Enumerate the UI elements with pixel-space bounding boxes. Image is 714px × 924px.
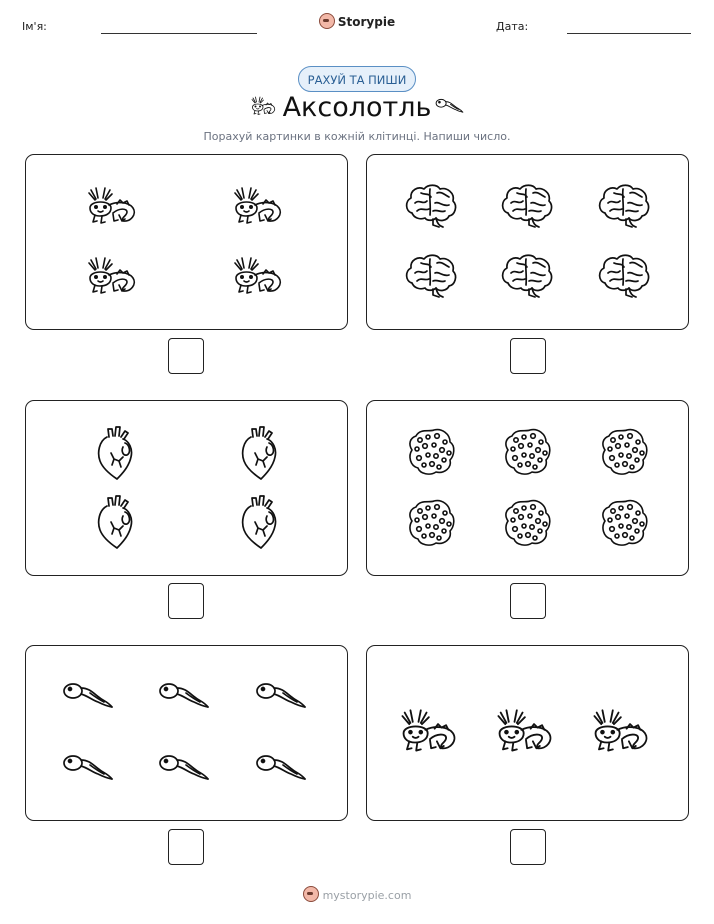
egg-cluster-icon [406,497,456,547]
tadpole-icon [255,680,309,710]
count-cell-3 [25,400,348,576]
page-title: Аксолотль [282,92,432,123]
heart-icon [95,494,135,550]
tadpole-icon [62,680,116,710]
tadpole-icon [158,752,212,782]
date-label: Дата: [496,20,529,33]
answer-box-4[interactable] [510,583,546,619]
egg-cluster-icon [502,497,552,547]
footer [0,886,714,902]
answer-box-6[interactable] [510,829,546,865]
axolotl-icon [87,186,139,226]
egg-cluster-icon [502,426,552,476]
footer-link[interactable]: mystorypie.com [322,889,412,902]
axolotl-icon [233,186,285,226]
axolotl-icon [398,708,462,754]
heart-icon [239,494,279,550]
brain-icon [499,181,555,231]
brand-logo [0,13,714,29]
brain-icon [596,181,652,231]
date-line[interactable] [567,33,691,34]
axolotl-icon [248,96,280,116]
answer-box-1[interactable] [168,338,204,374]
brand-name: Storypie [337,15,396,29]
axolotl-icon [233,256,285,296]
brain-icon [596,251,652,301]
tadpole-icon [435,97,465,114]
axolotl-icon [494,708,558,754]
storypie-logo-icon [303,886,319,902]
heart-icon [239,425,279,481]
brain-icon [403,181,459,231]
count-cell-1 [25,154,348,330]
answer-box-5[interactable] [168,829,204,865]
axolotl-icon [590,708,654,754]
tadpole-icon [255,752,309,782]
answer-box-2[interactable] [510,338,546,374]
brain-icon [403,251,459,301]
answer-box-3[interactable] [168,583,204,619]
egg-cluster-icon [599,426,649,476]
count-cell-5 [25,645,348,821]
axolotl-icon [87,256,139,296]
name-label: Ім'я: [22,20,47,33]
egg-cluster-icon [406,426,456,476]
tadpole-icon [62,752,116,782]
name-line[interactable] [101,33,257,34]
brain-icon [499,251,555,301]
instructions: Порахуй картинки в кожній клітинці. Напиши число. [203,130,511,143]
tadpole-icon [158,680,212,710]
storypie-logo-icon [319,13,335,29]
activity-badge: РАХУЙ ТА ПИШИ [298,66,416,92]
heart-icon [95,425,135,481]
egg-cluster-icon [599,497,649,547]
